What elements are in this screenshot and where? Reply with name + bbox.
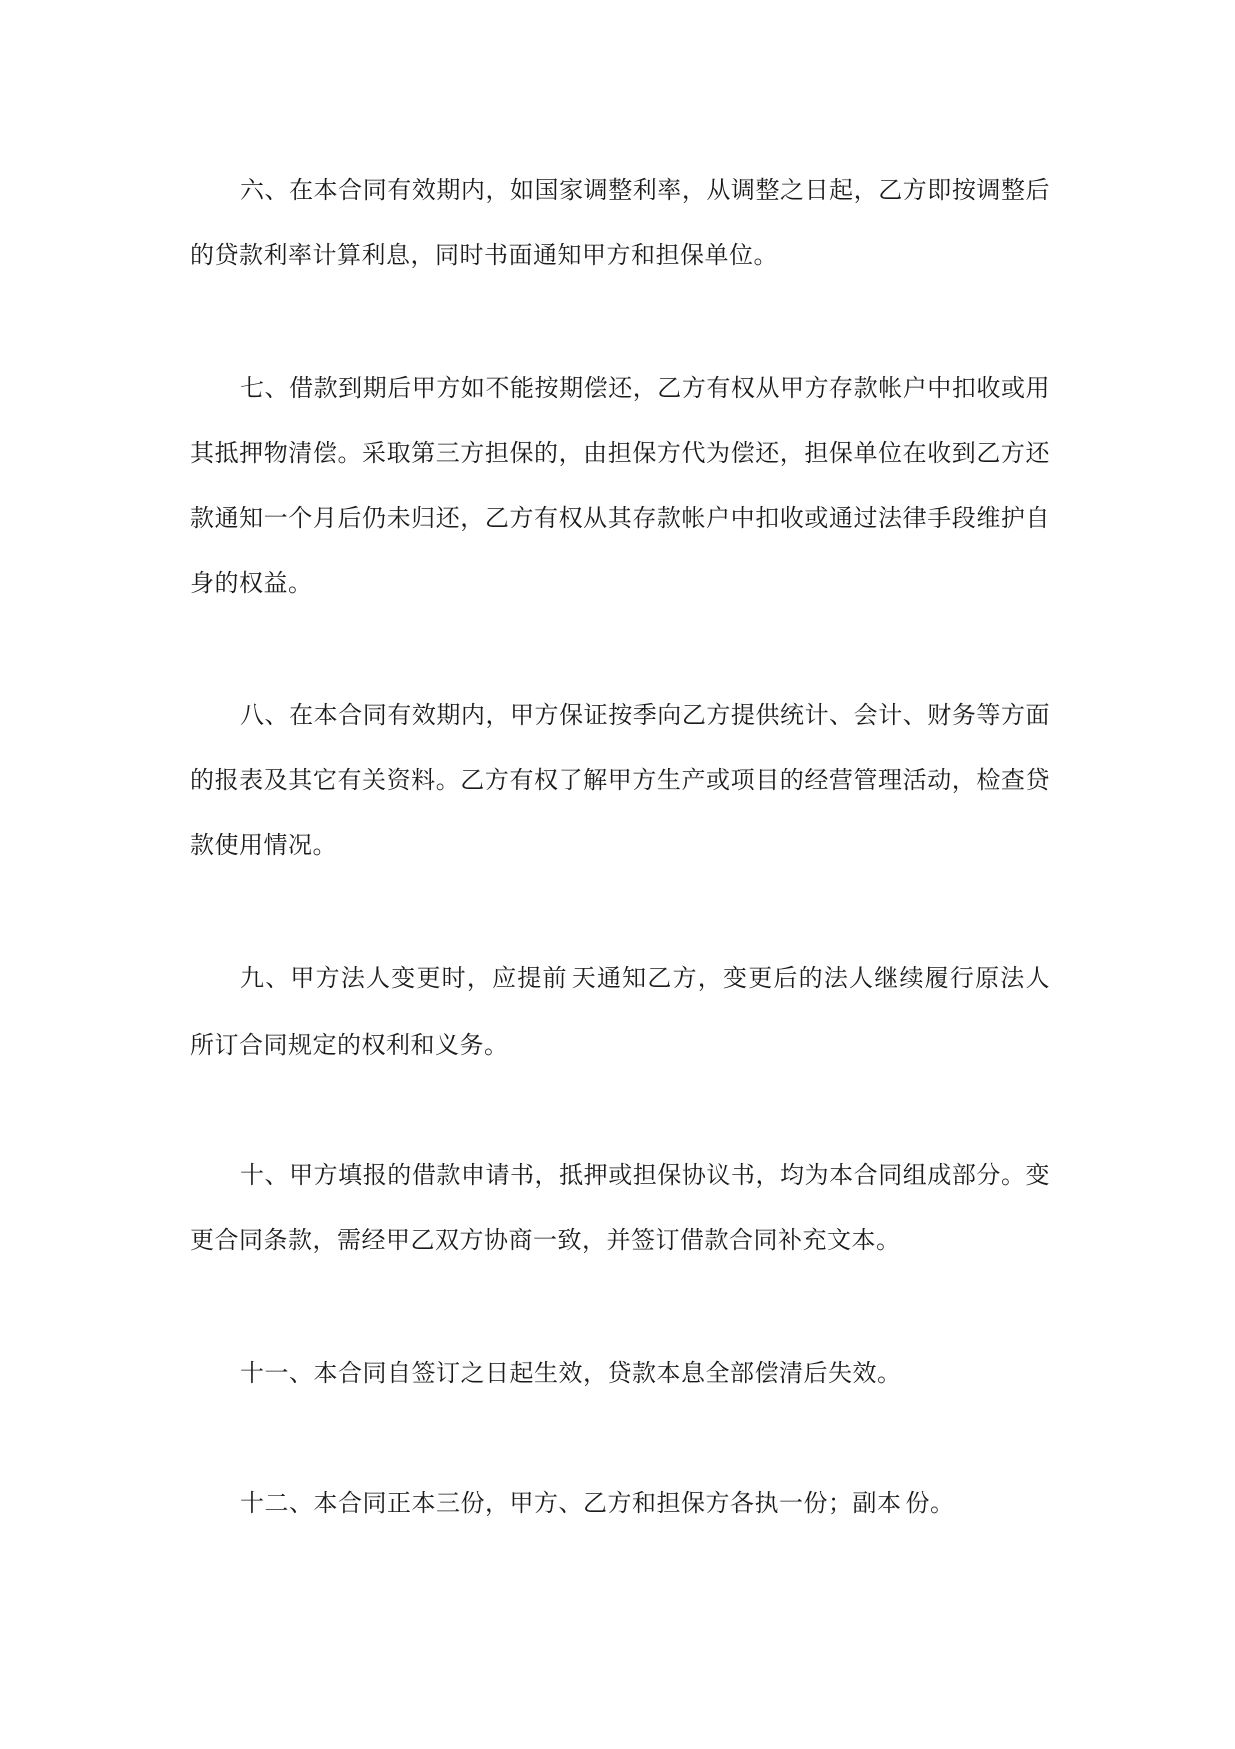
clause-12-text-after: 份。 — [905, 1489, 955, 1517]
clause-9-text-after: 天通知乙方，变更后的法人继续履行原法人所订合同规定的权利和义务。 — [190, 964, 1051, 1059]
clause-10-text: 十、甲方填报的借款申请书，抵押或担保协议书，均为本合同组成部分。变更合同条款，需经甲乙双方协商一致，并签订借款合同补充文本。 — [190, 1161, 1050, 1254]
clause-8 — [190, 683, 1050, 878]
clause-12-text-before: 十二、本合同正本三份，甲方、乙方和担保方各执一份；副本 — [240, 1489, 902, 1517]
clause-6-text: 六、在本合同有效期内，如国家调整利率，从调整之日起，乙方即按调整后的贷款利率计算利息，同时书面通知甲方和担保单位。 — [190, 176, 1050, 269]
clause-9-text-before: 九、甲方法人变更时，应提前 — [240, 964, 568, 992]
clause-12 — [190, 1471, 1050, 1538]
clause-6 — [190, 158, 1050, 288]
clause-8-text: 八、在本合同有效期内，甲方保证按季向乙方提供统计、会计、财务等方面的报表及其它有关资料。乙方有权了解甲方生产或项目的经营管理活动，检查贷款使用情况。 — [190, 701, 1050, 859]
clause-11 — [190, 1341, 1050, 1406]
clause-10 — [190, 1143, 1050, 1273]
clause-9 — [190, 946, 1050, 1078]
clause-7-text: 七、借款到期后甲方如不能按期偿还，乙方有权从甲方存款帐户中扣收或用其抵押物清偿。采取第三方担保的，由担保方代为偿还，担保单位在收到乙方还款通知一个月后仍未归还，乙方有权从其存款帐户中扣收或通过法律手段维护自身的权益。 — [190, 374, 1050, 597]
clause-11-text: 十一、本合同自签订之日起生效，贷款本息全部偿清后失效。 — [240, 1359, 902, 1387]
clause-7 — [190, 356, 1050, 616]
